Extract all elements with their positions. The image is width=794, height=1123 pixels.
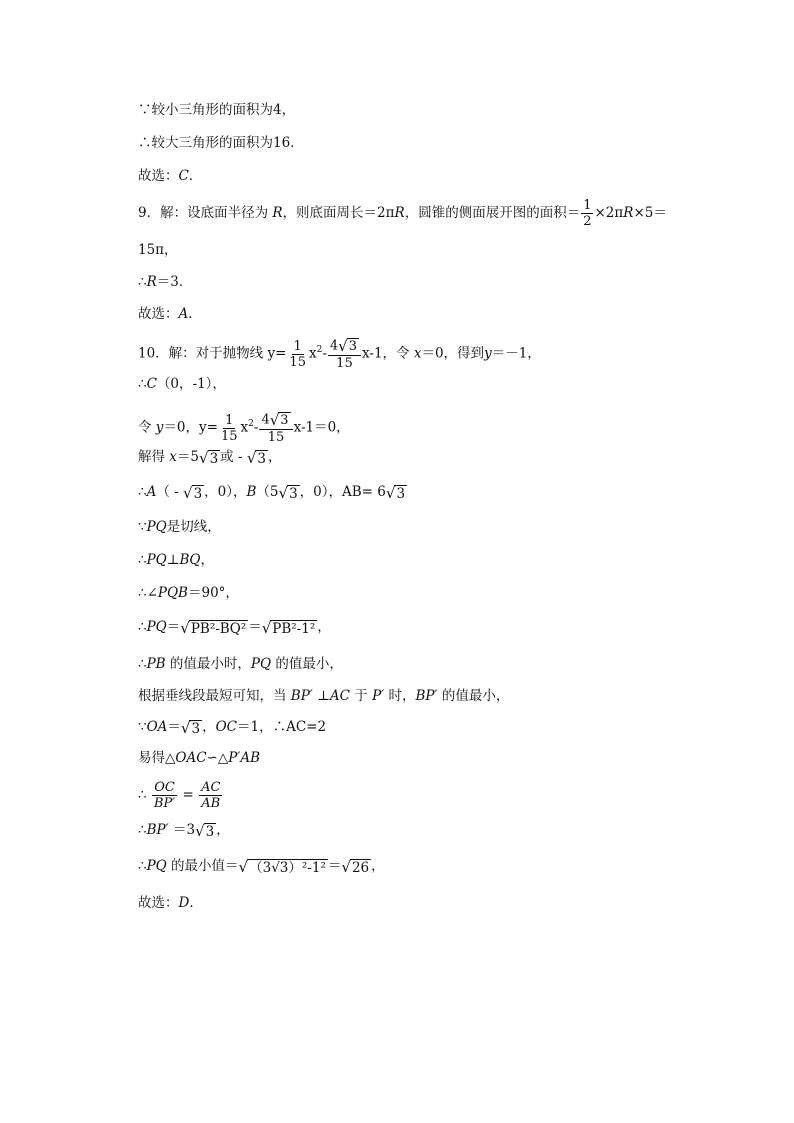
- text-line: [138, 100, 295, 120]
- sqrt: √ PB²-BQ²: [180, 618, 247, 637]
- text: （5: [256, 484, 279, 500]
- text: ＝90°，: [187, 585, 239, 601]
- radicand: 3: [289, 485, 298, 502]
- text: 15π，: [138, 242, 178, 258]
- q9-line: [138, 198, 667, 229]
- sqrt: √ 3: [269, 411, 289, 429]
- text: ＝: [327, 858, 342, 874]
- radicand: （3√3）²-1²: [249, 859, 326, 876]
- q10-t7: [138, 717, 326, 737]
- q10-t4: [138, 617, 331, 637]
- text: （ -: [156, 484, 183, 500]
- radicand: 3: [396, 485, 406, 502]
- punct: ．: [188, 168, 203, 184]
- text: ×5＝: [633, 205, 667, 221]
- sqrt: √ （3√3）²-1²: [238, 857, 326, 876]
- text: 9．解：设底面半径为: [138, 205, 273, 221]
- numerator: [259, 411, 292, 430]
- text: ×2π: [594, 205, 624, 221]
- denominator: 15: [220, 428, 238, 444]
- text: 的值最小时，: [165, 656, 251, 672]
- numerator: 1: [225, 412, 234, 428]
- text: ＝: [167, 719, 181, 735]
- text: ，圆锥的侧面展开图的面积＝: [404, 205, 581, 221]
- var: x: [308, 345, 317, 362]
- fraction: [287, 339, 308, 370]
- text: ∴: [138, 787, 151, 803]
- fraction: [259, 411, 292, 445]
- var: BP′: [146, 822, 169, 838]
- q10-t2: [138, 550, 214, 570]
- text: ∴: [138, 484, 147, 500]
- q10-answer: [138, 893, 203, 913]
- text: 令: [138, 419, 156, 436]
- radicand: PB²-1²: [272, 620, 316, 637]
- var: R: [623, 205, 634, 221]
- denominator: 15: [267, 430, 285, 445]
- var: OAC: [175, 750, 207, 766]
- text: ＝: [166, 619, 181, 635]
- var: P′AB: [228, 750, 261, 766]
- text: ∴: [138, 656, 147, 672]
- text: 于: [349, 688, 373, 704]
- var: B: [246, 484, 257, 500]
- var: PQ: [250, 656, 272, 672]
- radicand: 3: [348, 339, 358, 354]
- var: x: [413, 345, 422, 362]
- var: PQ: [146, 552, 167, 568]
- q10-c: [138, 374, 226, 394]
- text: ∴: [138, 376, 147, 392]
- denominator: BP′: [153, 796, 176, 811]
- numerator: OC: [154, 780, 175, 795]
- radicand: 3: [191, 720, 201, 737]
- var: PQ: [146, 619, 167, 635]
- q10-ling: [138, 411, 350, 445]
- text: ，: [202, 719, 216, 735]
- q10-t5: [138, 654, 343, 674]
- text: 或 -: [220, 449, 247, 465]
- text: ，: [216, 822, 230, 838]
- answer-label: 故选：: [138, 306, 179, 322]
- numerator: [328, 337, 361, 356]
- q9-answer: [138, 304, 202, 324]
- answer-line: [138, 166, 202, 186]
- fraction: [328, 337, 361, 371]
- var: OA: [146, 719, 168, 735]
- text: ＝5: [176, 449, 200, 465]
- text: -: [253, 419, 259, 436]
- q10-t9: [138, 780, 223, 811]
- punct: ．: [189, 895, 203, 911]
- var: PQB: [157, 585, 188, 601]
- denominator: 15: [336, 356, 353, 371]
- q10-t1: [138, 517, 221, 537]
- exponent: 2: [316, 345, 323, 355]
- text: ，: [371, 858, 385, 874]
- var: x: [169, 449, 177, 465]
- text: ⊥: [312, 688, 330, 704]
- sqrt: √ 3: [180, 718, 201, 737]
- text: ⊥: [166, 552, 180, 568]
- q9-result: [138, 272, 192, 292]
- numerator: 1: [293, 338, 302, 354]
- text: ∵: [138, 719, 147, 735]
- statement-text: ∴较大三角形的面积为16．: [138, 135, 304, 151]
- fraction: [581, 198, 593, 229]
- text: ＝3．: [156, 274, 193, 290]
- var: R: [394, 205, 405, 221]
- text: ∴∠: [138, 585, 158, 601]
- answer-choice: D: [178, 895, 190, 911]
- radicand: 3: [209, 450, 219, 467]
- answer-label: 故选：: [138, 168, 179, 184]
- text: 的值最小，: [437, 688, 510, 704]
- q10-t6: [138, 686, 509, 706]
- radicand: 3: [280, 413, 289, 428]
- text: ＝0，y=: [163, 419, 218, 436]
- text: ，: [200, 552, 214, 568]
- text: ＝1，∴AC=2: [236, 719, 327, 735]
- sqrt: √ PB²-1²: [261, 618, 316, 637]
- text: ，: [267, 449, 282, 465]
- var: y: [484, 345, 492, 362]
- var: P′: [372, 688, 385, 704]
- text: x-1＝0，: [293, 419, 350, 436]
- text: ∴: [138, 858, 147, 874]
- var: PB: [146, 656, 166, 672]
- radicand: PB²-BQ²: [190, 620, 247, 637]
- radicand: 26: [351, 859, 370, 876]
- exponent: 2: [248, 419, 254, 429]
- answer-choice: A: [178, 306, 189, 322]
- var: R: [272, 205, 283, 221]
- text: 根据垂线段最短可知，当: [138, 688, 291, 704]
- sqrt: √ 3: [338, 337, 358, 355]
- sqrt: √ 3: [183, 483, 203, 502]
- var: AC: [329, 688, 350, 704]
- text: ，0），: [204, 484, 247, 500]
- text: ＝－1，: [491, 345, 541, 362]
- denominator: 15: [289, 354, 306, 370]
- text: 是切线，: [166, 519, 221, 535]
- fraction: [219, 413, 240, 444]
- text: （0，-1），: [156, 376, 226, 392]
- text: -: [322, 345, 327, 362]
- var: A: [146, 484, 157, 500]
- var: PQ: [146, 519, 167, 535]
- text: 的值最小，: [271, 656, 343, 672]
- numerator: 1: [583, 198, 592, 213]
- radicand: 3: [257, 450, 266, 467]
- text: ，则底面周长＝2π: [282, 205, 395, 221]
- var: PQ: [146, 858, 167, 874]
- sqrt: √ 3: [195, 821, 215, 840]
- punct: ．: [188, 306, 202, 322]
- text: 解得: [138, 449, 170, 465]
- var: OC: [215, 719, 237, 735]
- q10-t3: [138, 583, 239, 603]
- text: ＝0，得到: [421, 345, 485, 362]
- text: ∴: [138, 552, 147, 568]
- text: ＝3: [168, 822, 196, 838]
- q10-t8: [138, 748, 260, 768]
- text: ，: [317, 619, 331, 635]
- var: BP′: [415, 688, 438, 704]
- fraction: [199, 780, 222, 811]
- text: ∵: [138, 519, 147, 535]
- text-line: [138, 133, 304, 153]
- q10-t11: [138, 856, 385, 876]
- answer-label: 故选：: [138, 895, 179, 911]
- text: ∴: [138, 822, 147, 838]
- text: 10．解：对于抛物线 y=: [138, 345, 287, 362]
- q10-line: [138, 337, 541, 371]
- fraction: [152, 780, 177, 811]
- q9-cont: [138, 240, 178, 260]
- text: ＝: [248, 619, 262, 635]
- sqrt: √ 3: [278, 483, 298, 502]
- q10-solve: [138, 447, 281, 467]
- var: BP′: [290, 688, 313, 704]
- text: ，0），AB= 6: [299, 484, 386, 500]
- coef: 4: [261, 412, 270, 428]
- sqrt: √ 26: [341, 857, 370, 876]
- var: C: [146, 376, 157, 392]
- text: 时，: [384, 688, 416, 704]
- text: 易得△: [138, 750, 176, 766]
- radicand: 3: [205, 823, 215, 840]
- denominator: 2: [583, 214, 592, 229]
- sqrt: √ 3: [199, 448, 219, 467]
- text: ∴: [138, 274, 147, 290]
- sqrt: √ 3: [246, 448, 266, 467]
- var: BQ: [179, 552, 201, 568]
- text: =: [178, 787, 199, 803]
- q10-points: [138, 482, 407, 502]
- sqrt: √ 3: [385, 483, 406, 502]
- coef: 4: [329, 338, 339, 354]
- var: R: [146, 274, 157, 290]
- var: x: [240, 419, 249, 436]
- var: y: [155, 419, 164, 436]
- numerator: AC: [201, 780, 221, 795]
- text: 的最小值＝: [166, 858, 239, 874]
- q10-t10: [138, 820, 230, 840]
- answer-choice: C: [178, 168, 189, 184]
- text: ∴: [138, 619, 147, 635]
- denominator: AB: [201, 796, 221, 811]
- statement-text: ∵较小三角形的面积为4，: [138, 102, 296, 118]
- text: ∽△: [206, 750, 229, 766]
- text: x-1，令: [362, 345, 414, 362]
- radicand: 3: [193, 485, 203, 502]
